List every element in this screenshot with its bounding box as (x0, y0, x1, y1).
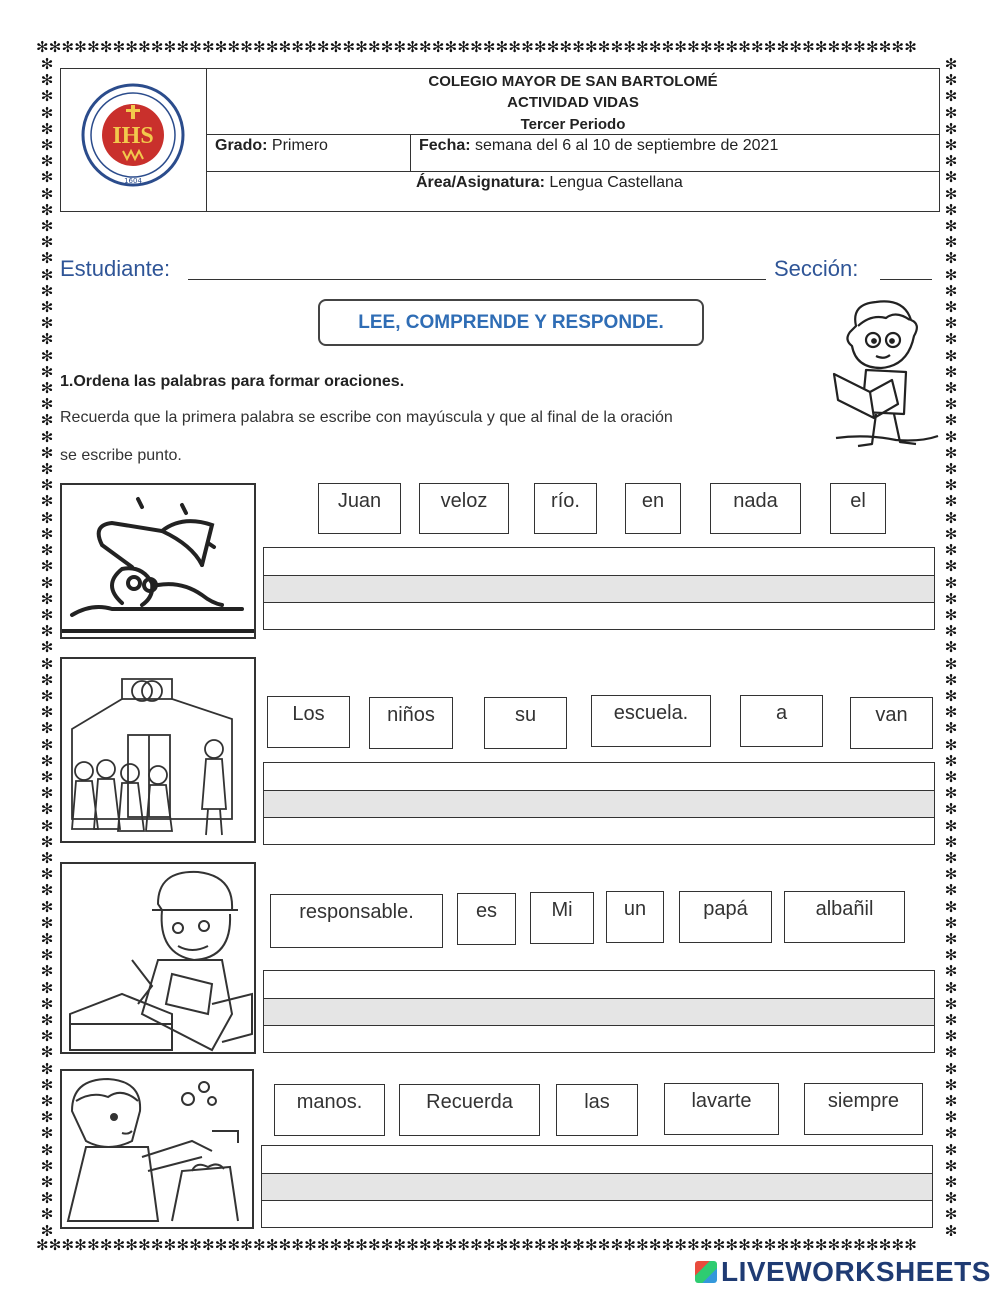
word-card[interactable]: niños (369, 697, 453, 749)
word-card[interactable]: el (830, 483, 886, 534)
answer-line[interactable] (262, 1173, 932, 1200)
star-border-left: ✻✻✻✻✻✻✻✻✻✻✻✻✻✻✻✻✻✻✻✻✻✻✻✻✻✻✻✻✻✻✻✻✻✻✻✻✻✻✻✻✻✻✻✻✻✻✻✻✻✻✻✻✻✻✻✻✻✻✻✻✻✻✻✻✻✻✻✻✻✻✻✻✻ (40, 56, 54, 1236)
grade-value: Primero (271, 137, 328, 154)
date-value: semana del 6 al 10 de septiembre de 2021 (475, 137, 779, 154)
header-divider (207, 171, 939, 172)
liveworksheets-logo-icon (695, 1261, 717, 1283)
exercise-4-image (60, 1069, 254, 1229)
school-logo-icon (61, 69, 206, 211)
exercise-2-image (60, 657, 256, 843)
date-label: Fecha: (419, 137, 471, 154)
exercise-3-image (60, 862, 256, 1054)
activity-title: LEE, COMPRENDE Y RESPONDE. (318, 299, 704, 346)
answer-line[interactable] (264, 575, 934, 602)
instructions-heading: 1.Ordena las palabras para formar oraciones. (60, 373, 405, 390)
word-card[interactable]: las (556, 1084, 638, 1136)
word-card[interactable]: nada (710, 483, 801, 534)
word-card[interactable]: Mi (530, 892, 594, 944)
word-card[interactable]: manos. (274, 1084, 385, 1136)
svg-text:1604: 1604 (124, 177, 142, 185)
word-card[interactable]: Recuerda (399, 1084, 540, 1136)
instructions-line-2: se escribe punto. (60, 447, 182, 464)
header-divider (207, 134, 939, 135)
word-card[interactable]: lavarte (664, 1083, 779, 1135)
exercise-2-answer-area[interactable] (263, 762, 935, 845)
word-card[interactable]: escuela. (591, 695, 711, 747)
word-card[interactable]: Los (267, 696, 350, 748)
word-card[interactable]: Juan (318, 483, 401, 534)
reading-boy-icon (826, 296, 941, 456)
word-card[interactable]: siempre (804, 1083, 923, 1135)
grade-label: Grado: (215, 137, 268, 154)
exercise-3-answer-area[interactable] (263, 970, 935, 1053)
date-field (419, 137, 778, 155)
section-label: Sección: (774, 256, 859, 281)
word-card[interactable]: van (850, 697, 933, 749)
area-label: Área/Asignatura: (416, 174, 545, 191)
word-card[interactable]: responsable. (270, 894, 443, 948)
area-field (416, 174, 683, 192)
handwashing-icon (62, 1071, 252, 1227)
word-card[interactable]: a (740, 695, 823, 747)
exercise-4-answer-area[interactable] (261, 1145, 933, 1228)
school-children-icon (62, 659, 254, 841)
word-card[interactable]: veloz (419, 483, 509, 534)
period-name: Tercer Periodo (520, 116, 626, 133)
star-border-top: ✻✻✻✻✻✻✻✻✻✻✻✻✻✻✻✻✻✻✻✻✻✻✻✻✻✻✻✻✻✻✻✻✻✻✻✻✻✻✻✻✻✻✻✻✻✻✻✻✻✻✻✻✻✻✻✻✻✻✻✻✻✻✻✻✻✻✻✻✻ (36, 38, 918, 56)
header-divider (410, 134, 411, 171)
grade-field (215, 137, 328, 155)
exercise-1-answer-area[interactable] (263, 547, 935, 630)
word-card[interactable]: en (625, 483, 681, 534)
activity-name: ACTIVIDAD VIDAS (507, 94, 639, 111)
word-card[interactable]: río. (534, 483, 597, 534)
answer-line[interactable] (264, 998, 934, 1025)
word-card[interactable]: su (484, 697, 567, 749)
exercise-1-image (60, 483, 256, 639)
liveworksheets-brand (695, 1256, 991, 1288)
student-name-line[interactable] (188, 279, 766, 280)
svg-text:IHS: IHS (112, 123, 154, 149)
section-line[interactable] (880, 279, 932, 280)
answer-line[interactable] (264, 790, 934, 817)
header-table (60, 68, 940, 212)
instructions-line-1: Recuerda que la primera palabra se escribe con mayúscula y que al final de la oración (60, 409, 673, 426)
word-card[interactable]: es (457, 893, 516, 945)
brand-text: LIVEWORKSHEETS (721, 1256, 991, 1287)
word-card[interactable]: albañil (784, 891, 905, 943)
word-card[interactable]: papá (679, 891, 772, 943)
school-name: COLEGIO MAYOR DE SAN BARTOLOMÉ (428, 73, 718, 90)
bricklayer-icon (62, 864, 254, 1052)
word-card[interactable]: un (606, 891, 664, 943)
logo-cell (61, 69, 207, 211)
swimmer-icon (62, 485, 254, 637)
star-border-right: ✻✻✻✻✻✻✻✻✻✻✻✻✻✻✻✻✻✻✻✻✻✻✻✻✻✻✻✻✻✻✻✻✻✻✻✻✻✻✻✻✻✻✻✻✻✻✻✻✻✻✻✻✻✻✻✻✻✻✻✻✻✻✻✻✻✻✻✻✻✻✻✻✻ (944, 56, 958, 1236)
student-label: Estudiante: (60, 256, 171, 281)
area-value: Lengua Castellana (549, 174, 683, 191)
star-border-bottom: ✻✻✻✻✻✻✻✻✻✻✻✻✻✻✻✻✻✻✻✻✻✻✻✻✻✻✻✻✻✻✻✻✻✻✻✻✻✻✻✻✻✻✻✻✻✻✻✻✻✻✻✻✻✻✻✻✻✻✻✻✻✻✻✻✻✻✻✻✻ (36, 1236, 918, 1254)
